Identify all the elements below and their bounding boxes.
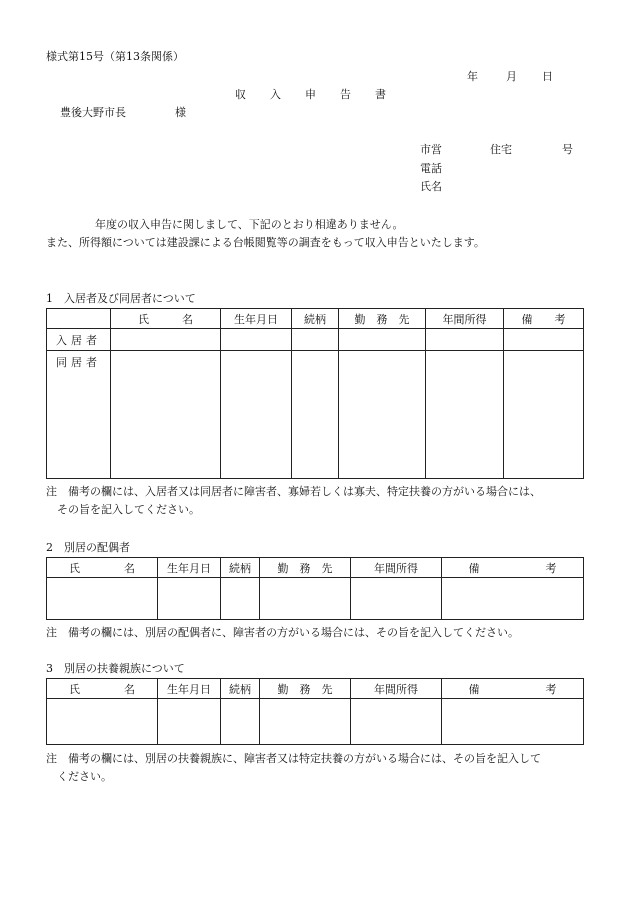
section2-data-row xyxy=(47,578,584,620)
section3-table xyxy=(46,678,584,745)
cell-birthdate[interactable] xyxy=(158,699,221,745)
header-relation: 続柄 xyxy=(221,679,260,699)
cell-name[interactable] xyxy=(47,699,158,745)
addressee: 豊後大野市長 xyxy=(60,106,126,119)
header-blank xyxy=(47,309,111,329)
housing-label: 市営 xyxy=(420,143,442,156)
cell-remarks[interactable] xyxy=(504,351,584,479)
header-name: 氏 名 xyxy=(47,558,158,578)
header-birthdate: 生年月日 xyxy=(158,558,221,578)
section2-heading: 2 別居の配偶者 xyxy=(46,541,130,554)
housing-number: 号 xyxy=(562,143,573,156)
housing-mid: 住宅 xyxy=(490,143,512,156)
header-annual-income: 年間所得 xyxy=(351,679,442,699)
cell-relation[interactable] xyxy=(292,329,339,351)
section3-heading: 3 別居の扶養親族について xyxy=(46,662,185,675)
section1-note-1: 注 備考の欄には、入居者又は同居者に障害者、寡婦若しくは寡夫、特定扶養の方がいる場合には、 xyxy=(46,485,541,498)
form-number: 様式第15号（第13条関係） xyxy=(46,50,184,63)
cell-name[interactable] xyxy=(47,578,158,620)
header-birthdate: 生年月日 xyxy=(158,679,221,699)
header-name: 氏 名 xyxy=(47,679,158,699)
cell-name[interactable] xyxy=(111,351,221,479)
cell-relation[interactable] xyxy=(292,351,339,479)
cell-workplace[interactable] xyxy=(260,699,351,745)
section1-note-2: その旨を記入してください。 xyxy=(46,503,200,516)
title-char-3: 申 xyxy=(305,88,316,101)
cell-relation[interactable] xyxy=(221,699,260,745)
title-char-1: 収 xyxy=(235,88,246,101)
row-label-head: 入居者 xyxy=(47,329,111,351)
section3-data-row xyxy=(47,699,584,745)
section3-header-row xyxy=(47,679,584,699)
header-annual-income: 年間所得 xyxy=(351,558,442,578)
cell-income[interactable] xyxy=(351,578,442,620)
header-relation: 続柄 xyxy=(292,309,339,329)
cell-workplace[interactable] xyxy=(339,329,426,351)
title-char-2: 入 xyxy=(270,88,281,101)
phone-label: 電話 xyxy=(420,162,442,175)
section1-table xyxy=(46,308,584,479)
header-workplace: 勤 務 先 xyxy=(339,309,426,329)
date-day: 日 xyxy=(542,70,553,83)
header-workplace: 勤 務 先 xyxy=(260,558,351,578)
cell-workplace[interactable] xyxy=(260,578,351,620)
section3-note-1: 注 備考の欄には、別居の扶養親族に、障害者又は特定扶養の方がいる場合には、その旨を記入して xyxy=(46,752,541,765)
cell-birthdate[interactable] xyxy=(221,351,292,479)
header-workplace: 勤 務 先 xyxy=(260,679,351,699)
row-label-cohabitants: 同居者 xyxy=(47,351,111,479)
section1-header-row xyxy=(47,309,584,329)
header-remarks: 備 考 xyxy=(504,309,584,329)
title-char-5: 書 xyxy=(375,88,386,101)
section2-header-row xyxy=(47,558,584,578)
date-month: 月 xyxy=(506,70,517,83)
section2-note: 注 備考の欄には、別居の配偶者に、障害者の方がいる場合には、その旨を記入してください。 xyxy=(46,626,519,639)
intro-line-1: 年度の収入申告に関しまして、下記のとおり相違ありません。 xyxy=(95,218,404,231)
cell-name[interactable] xyxy=(111,329,221,351)
cell-income[interactable] xyxy=(426,329,504,351)
row-cohabitants xyxy=(47,351,584,479)
honorific: 様 xyxy=(175,106,186,119)
header-name: 氏 名 xyxy=(111,309,221,329)
cell-birthdate[interactable] xyxy=(158,578,221,620)
header-birthdate: 生年月日 xyxy=(221,309,292,329)
date-year: 年 xyxy=(467,70,478,83)
header-relation: 続柄 xyxy=(221,558,260,578)
cell-income[interactable] xyxy=(426,351,504,479)
section3-note-2: ください。 xyxy=(46,770,112,783)
cell-remarks[interactable] xyxy=(442,699,584,745)
cell-remarks[interactable] xyxy=(442,578,584,620)
cell-relation[interactable] xyxy=(221,578,260,620)
cell-workplace[interactable] xyxy=(339,351,426,479)
header-remarks: 備 考 xyxy=(442,558,584,578)
section2-table xyxy=(46,557,584,620)
name-label: 氏名 xyxy=(420,180,442,193)
cell-income[interactable] xyxy=(351,699,442,745)
cell-remarks[interactable] xyxy=(504,329,584,351)
header-annual-income: 年間所得 xyxy=(426,309,504,329)
row-head-of-household xyxy=(47,329,584,351)
section1-heading: 1 入居者及び同居者について xyxy=(46,292,196,305)
title-char-4: 告 xyxy=(340,88,351,101)
intro-line-2: また、所得額については建設課による台帳閲覧等の調査をもって収入申告といたします。 xyxy=(46,236,485,249)
header-remarks: 備 考 xyxy=(442,679,584,699)
cell-birthdate[interactable] xyxy=(221,329,292,351)
